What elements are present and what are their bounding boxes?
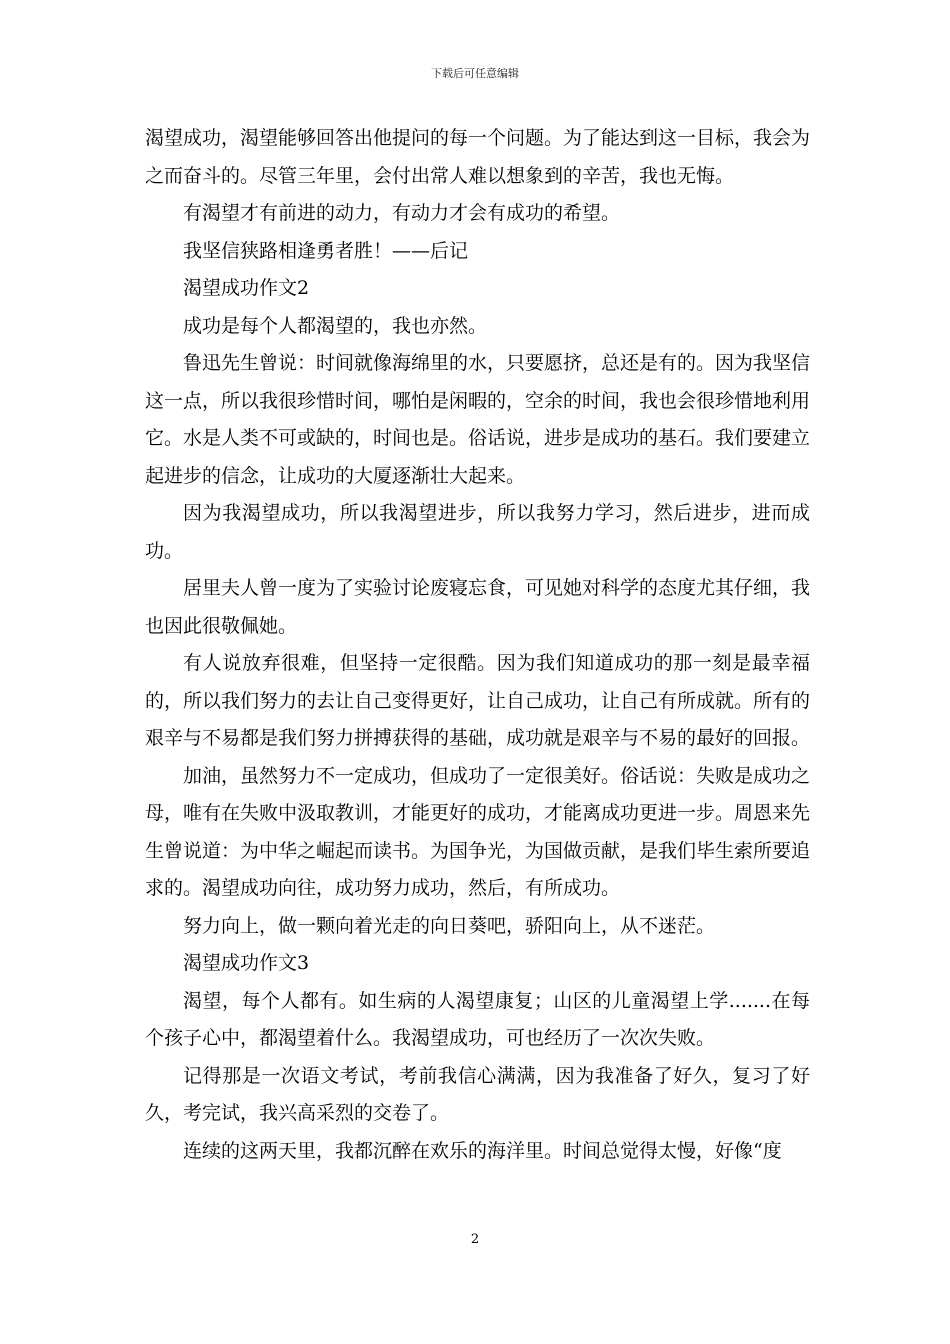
section-heading: 渴望成功作文3 (183, 952, 310, 974)
paragraph: 鲁迅先生曾说：时间就像海绵里的水，只要愿挤，总还是有的。因为我坚信这一点，所以我很珍惜时间，哪怕是闲暇的，空余的时间，我也会很珍惜地利用它。水是人类不可或缺的，时间也是。俗话说，进步是成功的基石。我们要建立起进步的信念，让成功的大厦逐渐壮大起来。 (145, 352, 811, 487)
paragraph: 渴望，每个人都有。如生病的人渴望康复；山区的儿童渴望上学.......在每个孩子心中，都渴望着什么。我渴望成功，可也经历了一次次失败。 (145, 989, 810, 1049)
paragraph: 有人说放弃很难，但坚持一定很酷。因为我们知道成功的那一刻是最幸福的，所以我们努力的去让自己变得更好，让自己成功，让自己有所成就。所有的艰辛与不易都是我们努力拼搏获得的基础，成功就是艰辛与不易的最好的回报。 (145, 652, 811, 749)
paragraph: 记得那是一次语文考试，考前我信心满满，因为我准备了好久，复习了好久，考完试，我兴高采烈的交卷了。 (145, 1064, 810, 1124)
document-body (145, 120, 810, 1170)
paragraph: 成功是每个人都渴望的，我也亦然。 (183, 314, 488, 337)
section-heading: 渴望成功作文2 (183, 277, 310, 299)
paragraph: 有渴望才有前进的动力，有动力才会有成功的希望。 (183, 202, 621, 224)
paragraph: 加油，虽然努力不一定成功，但成功了一定很美好。俗话说：失败是成功之母，唯有在失败中汲取教训，才能更好的成功，才能离成功更进一步。周恩来先生曾说道：为中华之崛起而读书。为国争光，为国做贡献，是我们毕生索所要追求的。渴望成功向往，成功努力成功，然后，有所成功。 (145, 764, 811, 899)
page-number: 2 (470, 1232, 480, 1247)
paragraph: 居里夫人曾一度为了实验讨论废寝忘食，可见她对科学的态度尤其仔细，我也因此很敬佩她。 (145, 577, 811, 637)
paragraph: 连续的这两天里，我都沉醉在欢乐的海洋里。时间总觉得太慢，好像“度 (183, 1139, 782, 1162)
paragraph: 因为我渴望成功，所以我渴望进步，所以我努力学习，然后进步，进而成功。 (145, 502, 810, 562)
paragraph: 渴望成功，渴望能够回答出他提问的每一个问题。为了能达到这一目标，我会为之而奋斗的。尽管三年里，会付出常人难以想象到的辛苦，我也无悔。 (145, 127, 811, 187)
paragraph: 我坚信狭路相逢勇者胜！——后记 (183, 239, 469, 262)
page-header: 下载后可任意编辑 (431, 67, 519, 80)
paragraph: 努力向上，做一颗向着光走的向日葵吧，骄阳向上，从不迷茫。 (183, 914, 716, 937)
